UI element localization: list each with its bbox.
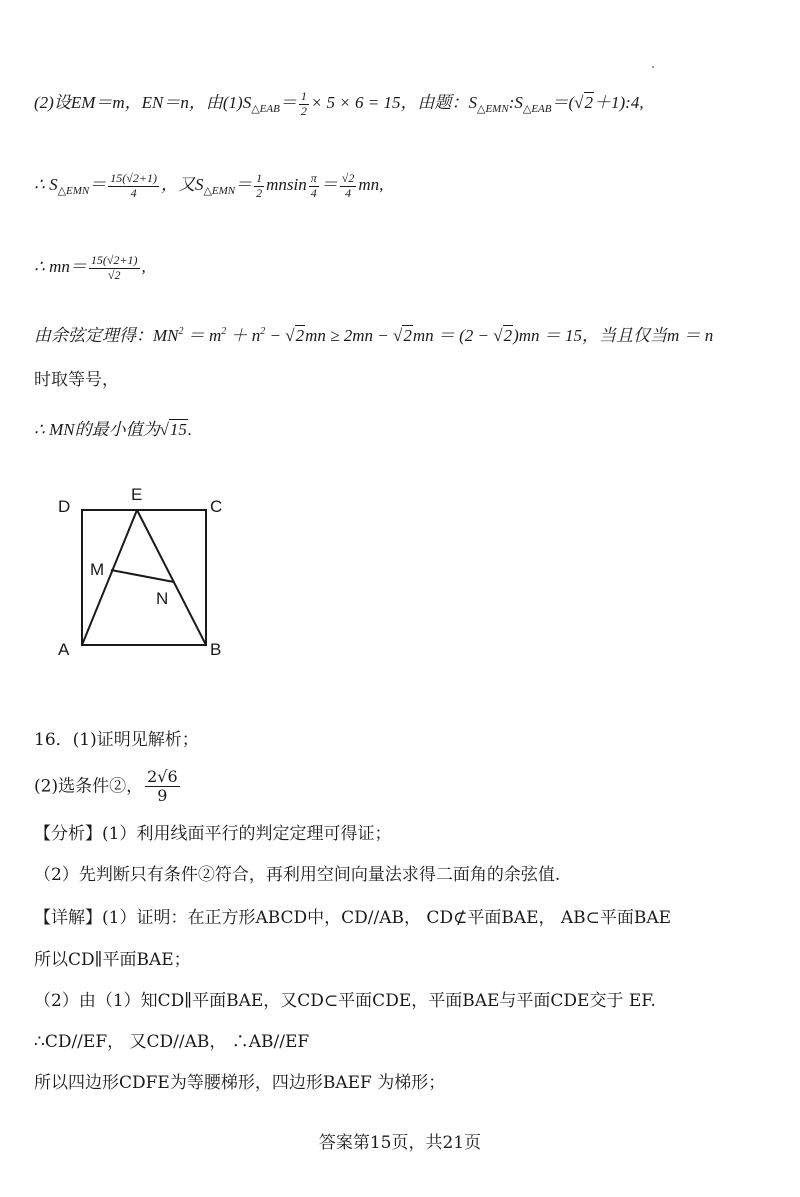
line-5: 时取等号， <box>34 370 119 390</box>
line-detail-2: 所以CD∥平面BAE； <box>34 950 191 970</box>
label-a: A <box>58 640 70 659</box>
geometry-figure <box>44 480 244 670</box>
label-b: B <box>210 640 222 659</box>
line-analysis: 【分析】(1）利用线面平行的判定定理可得证； <box>34 824 392 844</box>
label-c: C <box>210 497 223 516</box>
label-m: M <box>90 560 105 579</box>
line-analysis-2: （2）先判断只有条件②符合，再利用空间向量法求得二面角的余弦值. <box>34 865 561 885</box>
label-d: D <box>58 497 71 516</box>
segment-mn <box>111 570 174 582</box>
page-footer: 答案第15页，共21页 <box>318 1133 482 1153</box>
label-e: E <box>131 485 143 504</box>
stray-dot <box>652 66 654 68</box>
label-n: N <box>156 589 169 608</box>
line-detail-1: 【详解】(1）证明：在正方形ABCD中，CD//AB， CD⊄平面BAE， AB⊂平面BAE <box>34 908 672 928</box>
line-1: (2)设EM＝m，EN＝n，由$(1)S_{\triangle EAB}=$ $\frac{1}{2}$ × 5 × 6 = 15，由题：$S_{\triangle EMN}:S_{\triangle EAB}=(√2+1):4$, <box>34 89 644 118</box>
line-16-2: (2)选条件②， $\frac{2√6}{9}$ <box>34 767 178 806</box>
line-2: ∴ $S_{\triangle EMN}=$ $\frac{15(√2+1)}{4}$ ，又$S_{\triangle EMN}=$ $\frac{1}{2}$ mnsin $\frac{\pi}{4}$ ＝ $\frac{√2}{4}$ mn, <box>34 171 384 200</box>
line-6: ∴ MN的最小值为√15. <box>34 420 193 439</box>
line-detail-5: 所以四边形CDFE为等腰梯形，四边形BAEF 为梯形； <box>34 1073 446 1093</box>
line-3: ∴ mn＝ $\frac{15(√2+1)}{√2}$ , <box>34 253 146 282</box>
line-16-1: 16．(1)证明见解析； <box>34 730 199 750</box>
line-4: 由余弦定理得：$MN^2 = m^2 + n^2 - √2mn \ge 2mn - √2mn = (2 - √2)mn = 15$，当且仅当m ＝ n <box>34 326 714 345</box>
line-detail-4: ∴CD//EF， 又CD//AB， ∴AB//EF <box>34 1032 310 1052</box>
line-detail-3: （2）由（1）知CD∥平面BAE，又CD⊂平面CDE，平面BAE与平面CDE交于 EF. <box>34 991 656 1011</box>
